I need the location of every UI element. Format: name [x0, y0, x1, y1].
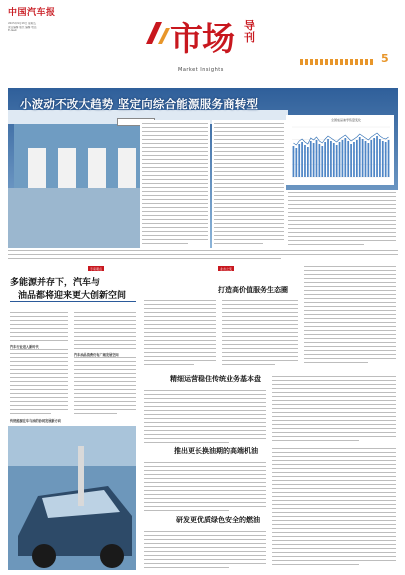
chart-bar-10	[319, 144, 321, 177]
text-lines	[288, 192, 396, 245]
left-subhead-2-wrap	[10, 418, 136, 423]
text-lines	[144, 531, 266, 568]
right-col-b	[222, 300, 298, 370]
chart-title: 全国成品油零售量变化	[330, 118, 361, 122]
right-col-a	[144, 300, 216, 370]
chart-bar-15	[333, 143, 335, 177]
ops-col-b	[272, 376, 396, 444]
chart-bar-27	[368, 143, 370, 177]
chart-bar-29	[373, 138, 375, 177]
section-title: 市场	[170, 19, 234, 58]
chart-bar-22	[353, 142, 355, 177]
chart-bar-33	[385, 142, 387, 177]
ops-col-a	[144, 390, 266, 444]
chart-bar-28	[370, 140, 372, 177]
text-lines	[272, 448, 396, 565]
left-subhead-2: 传统能源在车与油的协同发展新方向	[10, 419, 61, 423]
chart-bar-24	[359, 137, 361, 177]
text-lines	[144, 462, 266, 511]
chart-bar-18	[342, 140, 344, 177]
section-tag-experts: 专家观点	[90, 266, 103, 271]
text-lines	[272, 376, 396, 441]
left-story-title-line-1: 多能源并存下，汽车与	[10, 278, 101, 288]
section-english-title: Market Insights	[178, 67, 224, 73]
section-guide: 导刊	[244, 19, 255, 44]
left-col-a	[10, 312, 68, 422]
chart-bar-31	[379, 139, 381, 177]
chart-bar-7	[310, 141, 312, 177]
chart-bar-23	[356, 140, 358, 177]
page-number: 5	[381, 52, 389, 65]
left-story-title-line-2: 油品都将迎来更大创新空间	[18, 291, 127, 301]
chart-bar-34	[388, 140, 390, 177]
car-fueling-photo	[8, 426, 136, 570]
text-lines	[74, 357, 136, 414]
chart-bar-19	[344, 138, 346, 177]
chart-bar-9	[316, 140, 318, 177]
text-lines	[222, 300, 298, 365]
oil-col-b	[272, 448, 396, 570]
story-service-title: 打造高价值服务生态圈	[218, 285, 288, 294]
text-lines	[74, 312, 136, 349]
right-col-c	[304, 266, 396, 370]
chart-bar-21	[350, 144, 352, 177]
text-lines	[10, 349, 68, 414]
hero-article-col-2	[212, 120, 286, 254]
meta-line-2: E-mail	[8, 29, 17, 33]
retail-volume-chart	[286, 115, 394, 185]
chart-bar-12	[324, 142, 326, 177]
chart-bar-32	[382, 141, 384, 177]
hero-article-col-1	[140, 120, 210, 254]
masthead-meta	[8, 22, 128, 33]
chart-bar-11	[321, 146, 323, 177]
text-lines	[144, 390, 266, 443]
left-col-b	[74, 312, 136, 424]
text-lines	[214, 123, 284, 244]
chart-bar-1	[293, 146, 295, 177]
chart-bar-17	[339, 142, 341, 177]
chart-bar-6	[307, 147, 309, 177]
chart-bar-25	[362, 139, 364, 177]
left-subhead-1: 汽车行业进入新时代	[10, 344, 39, 349]
chart-bar-13	[327, 139, 329, 177]
story-oil-title: 推出更长换油期的高端机油	[174, 446, 258, 455]
chart-bar-16	[336, 145, 338, 177]
chart-bar-20	[347, 141, 349, 177]
car-illustration	[8, 426, 136, 570]
decorative-stripes	[300, 58, 378, 66]
oil-col-a	[144, 462, 266, 512]
chart-bar-8	[313, 143, 315, 177]
text-lines	[10, 312, 68, 341]
chart-bar-4	[301, 142, 303, 177]
hero-headline: 小波动不改大趋势 坚定向综合能源服务商转型	[20, 97, 259, 111]
mid-text-row	[8, 250, 398, 262]
chart-bar-30	[376, 136, 378, 177]
left-subhead-3: 汽车油品消费仍有广阔发展空间	[74, 352, 119, 357]
hero-article-col-3	[286, 190, 398, 252]
text-lines	[144, 300, 216, 365]
story-ops-title: 精细运营稳住传统业务基本盘	[170, 374, 261, 383]
story-fuel-title: 研发更优质绿色安全的燃油	[176, 515, 260, 524]
chart-bar-2	[295, 148, 297, 177]
chart-bar-5	[304, 145, 306, 177]
meta-line-1: 责任编辑 版式 编辑 电话	[8, 25, 37, 29]
newspaper-logo: 中国汽车报	[8, 8, 56, 18]
chart-bar-14	[330, 141, 332, 177]
left-story-rule	[10, 301, 136, 302]
text-lines	[142, 123, 208, 244]
text-lines	[304, 266, 396, 363]
section-tag-business: 业态之变	[220, 266, 233, 271]
fuel-col-a	[144, 531, 266, 571]
chart-bar-3	[298, 144, 300, 177]
chart-canvas	[286, 115, 394, 185]
text-lines	[8, 250, 398, 259]
chart-bar-26	[365, 141, 367, 177]
date-text: 2025年9月26日 星期五	[8, 22, 36, 25]
